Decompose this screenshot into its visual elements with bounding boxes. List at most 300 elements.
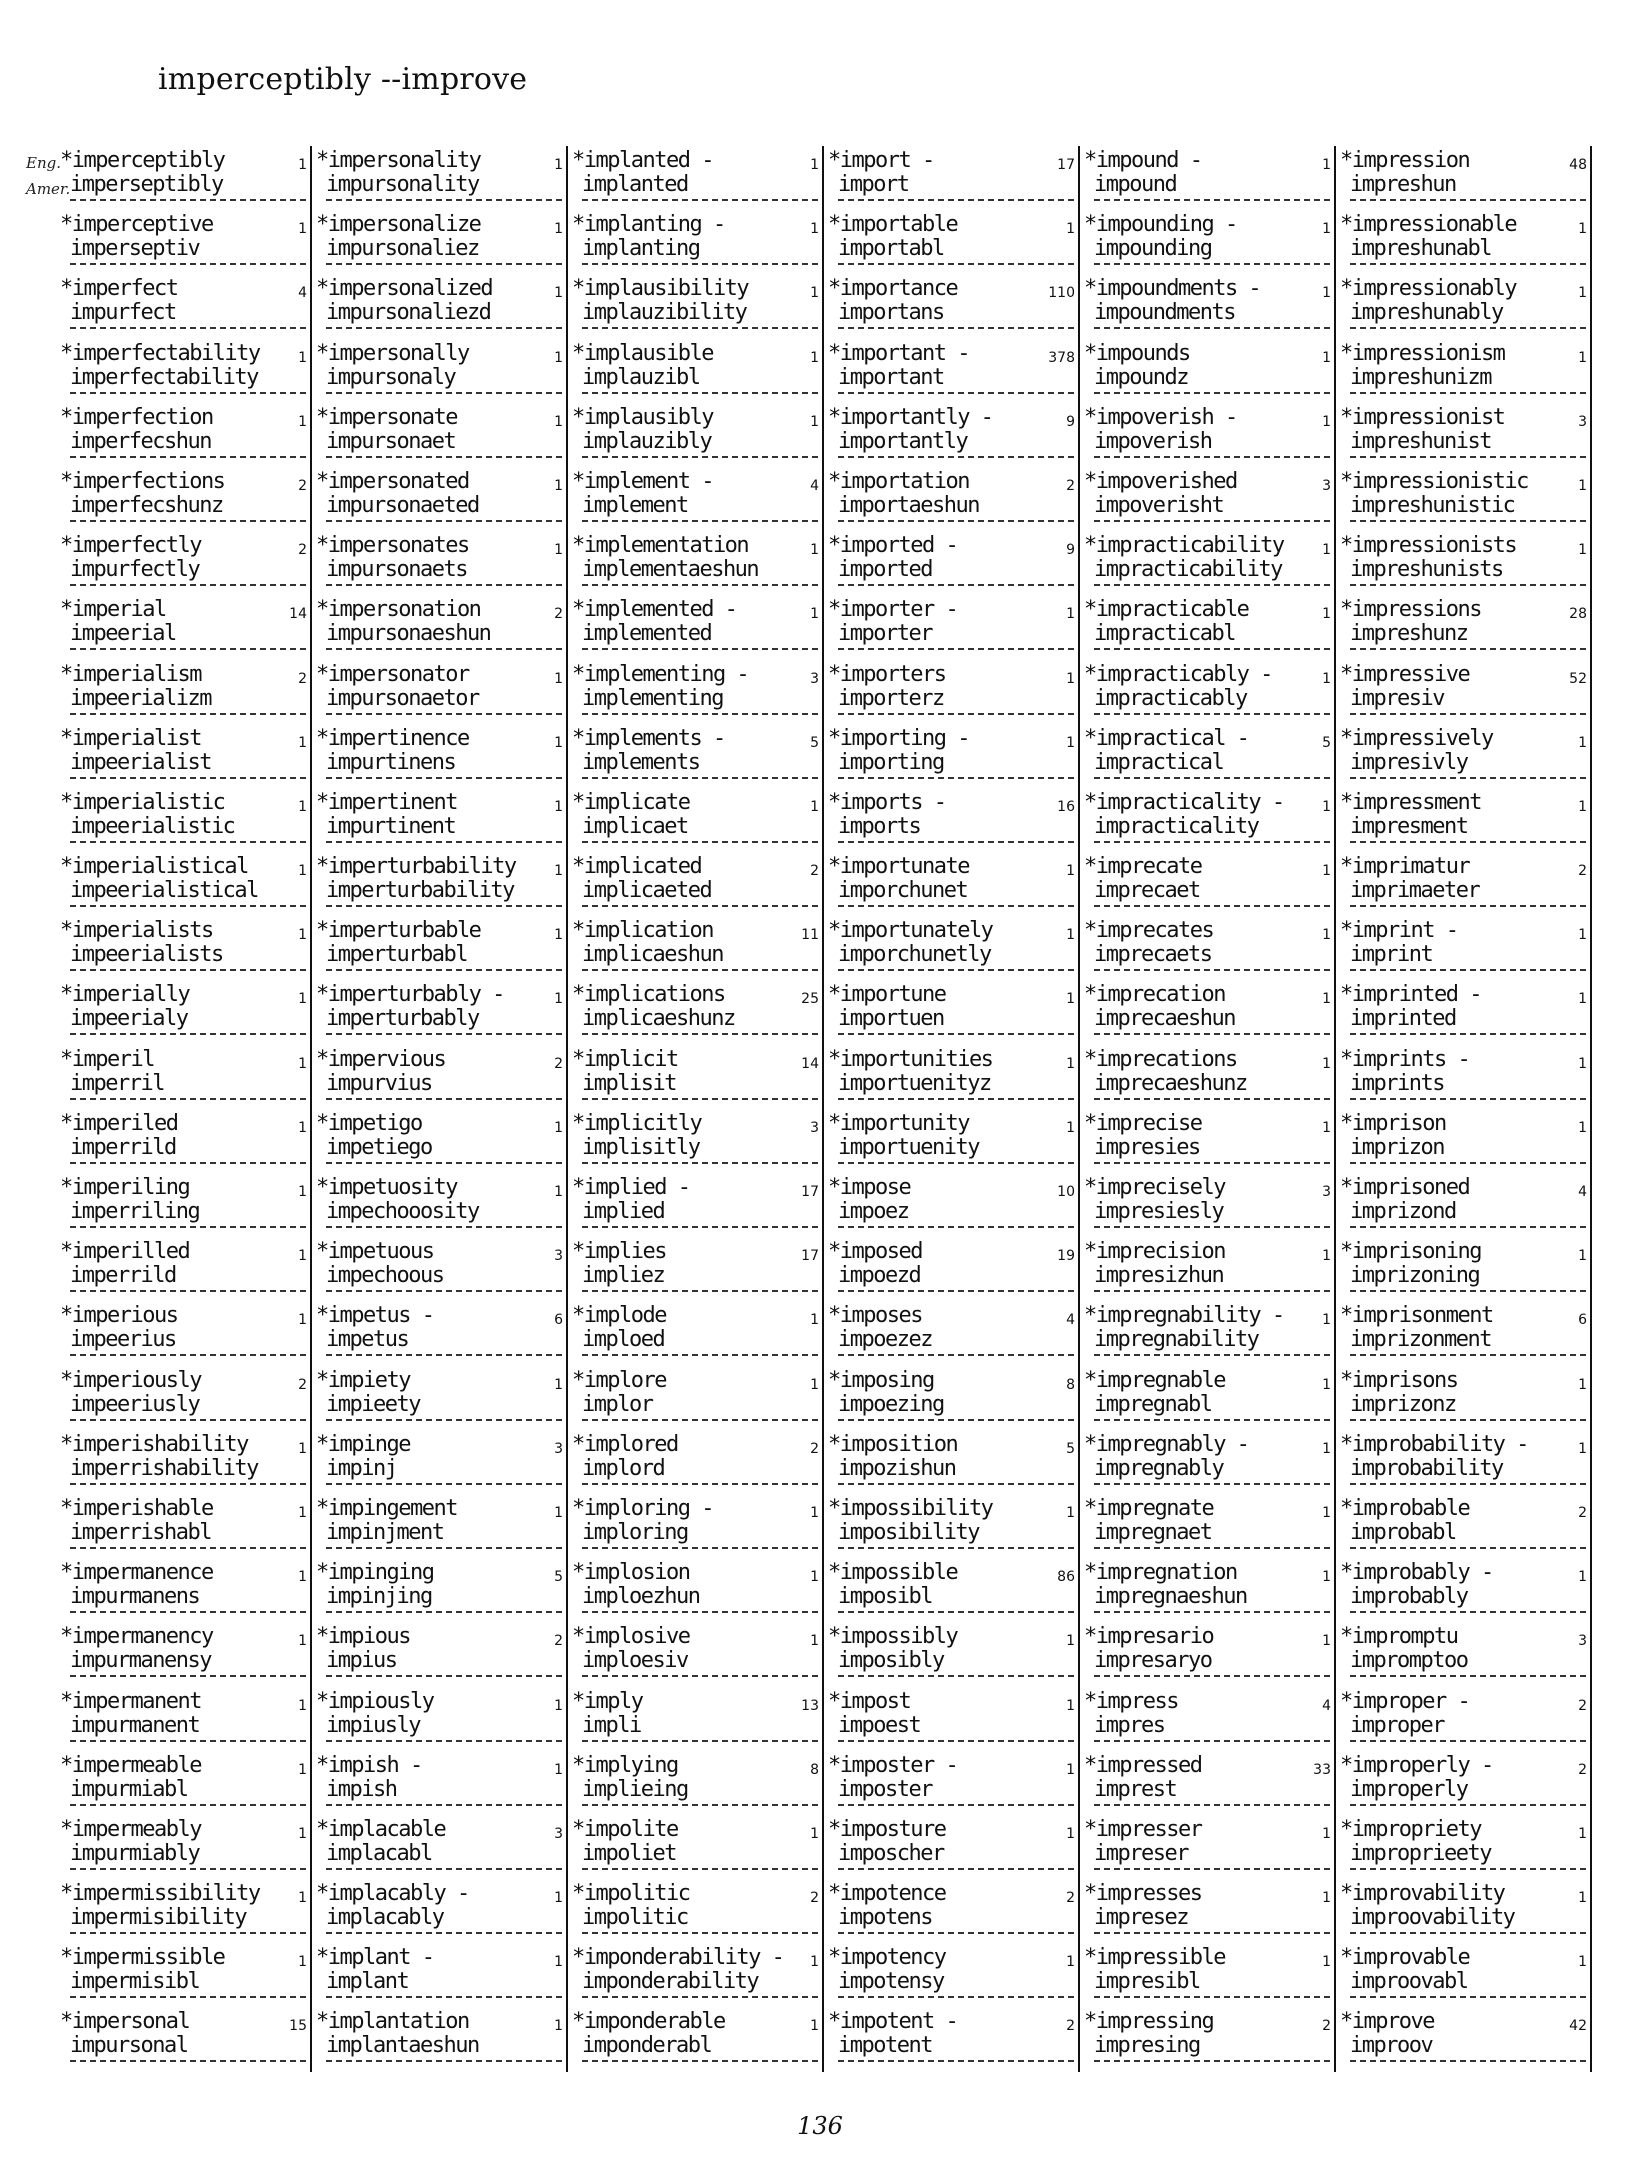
entry-spelling: imprecaet [1094, 879, 1330, 907]
entry-spelling: imperseptiv [70, 237, 306, 265]
entry-spelling: impursonal [70, 2034, 306, 2062]
entry-word: *impression [1340, 148, 1470, 173]
entry-count: 1 [554, 1119, 563, 1136]
word-entry [826, 1301, 1080, 1365]
word-entry [314, 1430, 568, 1494]
entry-word: *imploring - [572, 1495, 713, 1521]
entry-word: *impersonalized [316, 276, 493, 302]
word-entry [1338, 1815, 1592, 1879]
entry-count: 1 [554, 413, 563, 430]
entry-count: 4 [298, 285, 307, 302]
entry-spelling: imploed [582, 1328, 818, 1356]
entry-spelling: implieing [582, 1778, 818, 1806]
entry-count: 3 [1578, 1633, 1587, 1650]
entry-word: *implanted - [572, 148, 713, 173]
word-entry [314, 1622, 568, 1686]
entry-count: 1 [298, 1119, 307, 1136]
entry-spelling: impresiv [1350, 687, 1586, 715]
entry-count: 2 [1322, 2018, 1331, 2035]
entry-word: *imprecation [1084, 982, 1225, 1008]
entry-count: 1 [1322, 1376, 1331, 1393]
word-entry [570, 1045, 824, 1109]
entry-count: 1 [1578, 477, 1587, 494]
entry-spelling: imperrishabl [70, 1521, 306, 1549]
entry-spelling: impresizhun [1094, 1264, 1330, 1292]
entry-count: 1 [1578, 798, 1587, 815]
entry-spelling: impetiego [326, 1136, 562, 1164]
entry-word: *impertinent [316, 789, 457, 815]
entry-spelling: imperfecshun [70, 430, 306, 458]
word-entry [826, 916, 1080, 980]
entry-word: *imprecates [1084, 918, 1214, 944]
word-entry [314, 1301, 568, 1365]
entry-spelling: imprimaeter [1350, 879, 1586, 907]
entry-word: *imprison [1340, 1110, 1446, 1136]
word-entry [1338, 660, 1592, 724]
entry-word: *impersonally [316, 340, 469, 366]
word-entry [570, 210, 824, 274]
entry-word: *impoverish - [1084, 404, 1237, 430]
entry-spelling: implisitly [582, 1136, 818, 1164]
word-entry [58, 788, 312, 852]
entry-spelling: impeeriusly [70, 1393, 306, 1421]
entry-count: 17 [1057, 157, 1075, 173]
word-entry [826, 1943, 1080, 2007]
entry-count: 6 [1578, 1312, 1587, 1329]
entry-count: 1 [1322, 542, 1331, 559]
word-entry [1338, 852, 1592, 916]
word-entry [314, 146, 568, 210]
entry-word: *impracticability [1084, 533, 1284, 559]
word-entry [1082, 1109, 1336, 1173]
entry-word: *impotent - [828, 2009, 958, 2035]
entry-word: *implying [572, 1752, 678, 1778]
word-entry [1338, 1237, 1592, 1301]
entry-count: 13 [801, 1697, 819, 1714]
entry-spelling: improovabl [1350, 1970, 1586, 1998]
word-entry [58, 531, 312, 595]
word-entry [1082, 1687, 1336, 1751]
word-entry [314, 210, 568, 274]
entry-spelling: impracticabl [1094, 622, 1330, 650]
entry-spelling: impiusly [326, 1714, 562, 1742]
entry-word: *impropriety [1340, 1816, 1481, 1842]
entry-count: 1 [810, 221, 819, 238]
entry-word: *improvability [1340, 1881, 1505, 1907]
entry-count: 1 [298, 1312, 307, 1329]
entry-spelling: impurmiabl [70, 1778, 306, 1806]
entry-spelling: implord [582, 1457, 818, 1485]
entry-word: *imperious [60, 1303, 178, 1329]
entry-word: *importunity [828, 1110, 969, 1136]
entry-count: 5 [1066, 1440, 1075, 1457]
entry-spelling: impresment [1350, 815, 1586, 843]
entry-word: *import - [828, 148, 934, 173]
word-entry [1338, 595, 1592, 659]
entry-word: *impressionists [1340, 533, 1517, 559]
entry-count: 1 [1322, 285, 1331, 302]
word-entry [570, 339, 824, 403]
entry-word: *impossibly [828, 1624, 958, 1650]
entry-count: 3 [554, 1248, 563, 1265]
entry-word: *implode [572, 1303, 666, 1329]
entry-spelling: impius [326, 1649, 562, 1677]
entry-spelling: implement [582, 494, 818, 522]
entry-count: 16 [1057, 798, 1075, 815]
entry-count: 1 [554, 1697, 563, 1714]
entry-count: 1 [1322, 1825, 1331, 1842]
entry-count: 1 [298, 798, 307, 815]
entry-word: *implications [572, 982, 725, 1008]
entry-spelling: imponderabl [582, 2034, 818, 2062]
word-column [1338, 146, 1592, 2076]
word-entry [58, 1622, 312, 1686]
entry-spelling: implanted [582, 173, 818, 201]
entry-spelling: impreshun [1350, 173, 1586, 201]
entry-spelling: importantly [838, 430, 1074, 458]
entry-spelling: implantaeshun [326, 2034, 562, 2062]
entry-count: 14 [289, 606, 307, 623]
entry-spelling: impinj [326, 1457, 562, 1485]
entry-count: 1 [810, 1504, 819, 1521]
entry-word: *imperfections [60, 468, 225, 494]
entry-spelling: impresivly [1350, 751, 1586, 779]
entry-word: *impermanent [60, 1688, 201, 1714]
entry-spelling: impreshunizm [1350, 366, 1586, 394]
entry-count: 6 [554, 1312, 563, 1329]
entry-word: *impermanence [60, 1560, 213, 1586]
entry-word: *impolite [572, 1816, 678, 1842]
entry-word: *imprecisely [1084, 1175, 1225, 1200]
word-entry [570, 916, 824, 980]
word-entry [826, 274, 1080, 338]
entry-word: *impracticality - [1084, 789, 1284, 815]
word-entry [58, 467, 312, 531]
entry-word: *impetuous [316, 1239, 434, 1265]
entry-spelling: implicaeshun [582, 943, 818, 971]
entry-word: *imposition [828, 1431, 958, 1457]
word-entry [314, 1943, 568, 2007]
entry-word: *impotence [828, 1881, 946, 1907]
entry-spelling: implor [582, 1393, 818, 1421]
word-entry [58, 660, 312, 724]
entry-word: *imprecate [1084, 854, 1202, 880]
word-entry [826, 1430, 1080, 1494]
entry-count: 1 [554, 1890, 563, 1907]
entry-count: 17 [801, 1184, 819, 1200]
word-entry [58, 1558, 312, 1622]
word-entry [1338, 1494, 1592, 1558]
word-entry [826, 1751, 1080, 1815]
entry-spelling: imploesiv [582, 1649, 818, 1677]
entry-spelling: imperril [70, 1072, 306, 1100]
entry-count: 1 [1322, 157, 1331, 173]
entry-word: *imprisoned [1340, 1175, 1470, 1200]
entry-count: 2 [554, 1055, 563, 1072]
entry-word: *impregnable [1084, 1367, 1225, 1393]
word-entry [570, 274, 824, 338]
word-entry [570, 1943, 824, 2007]
word-entry [570, 1687, 824, 1751]
entry-count: 4 [1066, 1312, 1075, 1329]
word-entry [1338, 1430, 1592, 1494]
entry-word: *implement - [572, 468, 713, 494]
entry-count: 1 [554, 157, 563, 173]
entry-word: *imperil [60, 1046, 154, 1072]
entry-count: 1 [1578, 542, 1587, 559]
word-entry [1082, 1173, 1336, 1237]
entry-count: 1 [1322, 1890, 1331, 1907]
entry-count: 48 [1569, 157, 1587, 173]
entry-spelling: importuenityz [838, 1072, 1074, 1100]
entry-spelling: impracticality [1094, 815, 1330, 843]
entry-count: 1 [1066, 1761, 1075, 1778]
entry-count: 1 [554, 221, 563, 238]
word-entry [1082, 1237, 1336, 1301]
entry-count: 1 [1578, 1569, 1587, 1586]
entry-spelling: imports [838, 815, 1074, 843]
entry-count: 1 [554, 798, 563, 815]
entry-spelling: implanting [582, 237, 818, 265]
entry-spelling: importing [838, 751, 1074, 779]
entry-count: 1 [810, 1569, 819, 1586]
word-entry [1082, 1366, 1336, 1430]
entry-count: 378 [1048, 349, 1075, 366]
entry-spelling: impoverisht [1094, 494, 1330, 522]
word-entry [1338, 788, 1592, 852]
entry-count: 5 [810, 734, 819, 751]
entry-spelling: impracticability [1094, 558, 1330, 586]
word-entry [1082, 1430, 1336, 1494]
word-entry [1082, 852, 1336, 916]
entry-word: *impose [828, 1175, 911, 1200]
entry-word: *imperfection [60, 404, 213, 430]
entry-count: 1 [554, 991, 563, 1008]
entry-spelling: improper [1350, 1714, 1586, 1742]
word-entry [1082, 2007, 1336, 2071]
entry-count: 3 [1578, 413, 1587, 430]
entry-count: 1 [1578, 285, 1587, 302]
entry-spelling: imprecaeshunz [1094, 1072, 1330, 1100]
entry-count: 9 [1066, 542, 1075, 559]
word-entry [1082, 980, 1336, 1044]
entry-spelling: importuenity [838, 1136, 1074, 1164]
entry-count: 1 [810, 285, 819, 302]
entry-spelling: impurfectly [70, 558, 306, 586]
entry-word: *impermissible [60, 1945, 225, 1971]
word-entry [1338, 2007, 1592, 2071]
entry-count: 4 [810, 477, 819, 494]
entry-word: *implausible [572, 340, 713, 366]
word-entry [570, 2007, 824, 2071]
entry-word: *importers [828, 661, 946, 687]
entry-count: 1 [1322, 1954, 1331, 1971]
entry-spelling: impinjment [326, 1521, 562, 1549]
entry-count: 1 [1322, 221, 1331, 238]
entry-word: *impolitic [572, 1881, 690, 1907]
entry-count: 1 [1322, 606, 1331, 623]
entry-spelling: impechooosity [326, 1200, 562, 1228]
word-entry [570, 146, 824, 210]
entry-spelling: imprint [1350, 943, 1586, 971]
entry-word: *impersonate [316, 404, 457, 430]
word-entry [570, 1622, 824, 1686]
entry-word: *importance [828, 276, 958, 302]
word-entry [58, 1815, 312, 1879]
entry-word: *importation [828, 468, 969, 494]
word-entry [314, 1558, 568, 1622]
word-entry [58, 1366, 312, 1430]
word-entry [570, 1237, 824, 1301]
entry-spelling: imprizonz [1350, 1393, 1586, 1421]
entry-count: 1 [1578, 1954, 1587, 1971]
entry-count: 1 [1578, 349, 1587, 366]
entry-spelling: impresaryo [1094, 1649, 1330, 1677]
entry-count: 1 [1066, 927, 1075, 944]
word-entry [1082, 724, 1336, 788]
word-entry [570, 1109, 824, 1173]
entry-count: 1 [1066, 606, 1075, 623]
entry-spelling: imperfectability [70, 366, 306, 394]
entry-count: 86 [1057, 1569, 1075, 1586]
word-entry [58, 1109, 312, 1173]
entry-spelling: impurfect [70, 301, 306, 329]
entry-count: 11 [801, 927, 819, 944]
entry-count: 1 [298, 1569, 307, 1586]
entry-spelling: improovability [1350, 1906, 1586, 1934]
entry-count: 1 [1578, 1440, 1587, 1457]
entry-count: 2 [554, 1633, 563, 1650]
entry-count: 5 [554, 1569, 563, 1586]
entry-count: 1 [810, 798, 819, 815]
entry-count: 1 [1066, 221, 1075, 238]
entry-word: *impetuosity [316, 1175, 457, 1200]
word-entry [570, 1558, 824, 1622]
entry-count: 2 [554, 606, 563, 623]
entry-word: *imprints - [1340, 1046, 1470, 1072]
entry-spelling: importaeshun [838, 494, 1074, 522]
entry-count: 19 [1057, 1248, 1075, 1265]
word-entry [1082, 1751, 1336, 1815]
entry-spelling: imposter [838, 1778, 1074, 1806]
word-entry [314, 1109, 568, 1173]
entry-count: 1 [1322, 1312, 1331, 1329]
entry-count: 1 [810, 606, 819, 623]
entry-word: *impressionably [1340, 276, 1517, 302]
entry-count: 1 [298, 157, 307, 173]
entry-spelling: impoezez [838, 1328, 1074, 1356]
word-entry [58, 724, 312, 788]
entry-count: 1 [1322, 927, 1331, 944]
entry-spelling: impursonality [326, 173, 562, 201]
entry-spelling: impursonaet [326, 430, 562, 458]
entry-count: 8 [1066, 1376, 1075, 1393]
entry-count: 1 [1578, 1248, 1587, 1265]
entry-count: 1 [1322, 1440, 1331, 1457]
entry-spelling: impeerialistical [70, 879, 306, 907]
entry-count: 1 [298, 1954, 307, 1971]
entry-count: 1 [810, 413, 819, 430]
entry-spelling: impursonaliez [326, 237, 562, 265]
word-entry [1338, 980, 1592, 1044]
word-entry [314, 660, 568, 724]
word-entry [826, 1366, 1080, 1430]
entry-word: *impersonated [316, 468, 469, 494]
entry-count: 1 [554, 1761, 563, 1778]
entry-word: *imperfect [60, 276, 178, 302]
entry-word: *impersonator [316, 661, 469, 687]
word-grid [58, 146, 1588, 2076]
entry-spelling: implicaet [582, 815, 818, 843]
word-entry [1082, 467, 1336, 531]
entry-word: *imperiled [60, 1110, 178, 1136]
entry-word: *impressions [1340, 597, 1481, 623]
word-entry [570, 1430, 824, 1494]
word-entry [314, 1687, 568, 1751]
word-entry [58, 1301, 312, 1365]
entry-count: 1 [554, 1376, 563, 1393]
word-entry [58, 403, 312, 467]
entry-count: 2 [1066, 1890, 1075, 1907]
entry-spelling: implementaeshun [582, 558, 818, 586]
word-entry [1338, 1687, 1592, 1751]
word-entry [1082, 1494, 1336, 1558]
entry-word: *impound - [1084, 148, 1202, 173]
entry-word: *imperial [60, 597, 166, 623]
entry-count: 1 [1066, 1119, 1075, 1136]
word-entry [826, 1622, 1080, 1686]
entry-spelling: imprest [1094, 1778, 1330, 1806]
entry-word: *impersonates [316, 533, 469, 559]
entry-word: *impressible [1084, 1945, 1225, 1971]
entry-word: *importing - [828, 725, 969, 751]
entry-word: *importable [828, 212, 958, 238]
word-entry [58, 1687, 312, 1751]
entry-word: *implanting - [572, 212, 725, 238]
entry-spelling: imporchunetly [838, 943, 1074, 971]
entry-spelling: improprieety [1350, 1842, 1586, 1870]
entry-spelling: impurmanent [70, 1714, 306, 1742]
entry-word: *imprisonment [1340, 1303, 1493, 1329]
entry-word: *imposter - [828, 1752, 958, 1778]
entry-word: *impertinence [316, 725, 469, 751]
entry-word: *importer - [828, 597, 958, 623]
entry-word: *imprisons [1340, 1367, 1458, 1393]
word-entry [570, 852, 824, 916]
entry-word: *implicated [572, 854, 702, 880]
entry-spelling: impli [582, 1714, 818, 1742]
word-entry [314, 1879, 568, 1943]
word-entry [58, 1879, 312, 1943]
entry-spelling: impermisibl [70, 1970, 306, 1998]
entry-spelling: impreshunably [1350, 301, 1586, 329]
entry-count: 1 [1578, 1376, 1587, 1393]
word-entry [826, 403, 1080, 467]
entry-word: *imperishability [60, 1431, 248, 1457]
entry-count: 1 [1322, 1504, 1331, 1521]
entry-count: 1 [1322, 1055, 1331, 1072]
entry-count: 3 [810, 670, 819, 687]
entry-count: 1 [554, 1954, 563, 1971]
entry-count: 1 [1322, 349, 1331, 366]
entry-spelling: implementing [582, 687, 818, 715]
word-entry [1082, 916, 1336, 980]
entry-spelling: impoundments [1094, 301, 1330, 329]
word-entry [570, 1879, 824, 1943]
entry-word: *imprimatur [1340, 854, 1470, 880]
legend-eng: Eng. [26, 154, 61, 172]
word-entry [570, 467, 824, 531]
